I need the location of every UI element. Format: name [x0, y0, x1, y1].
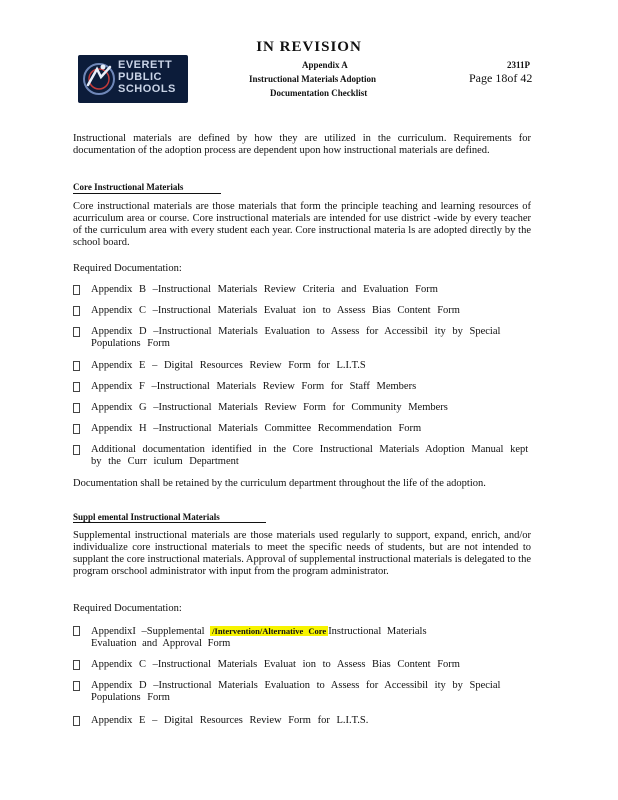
core-paragraph: Core instructional materials are those materials that form the principle teaching and learning resources of acurriculum area or course. Core instructional materials are intended for use district -wide by every teacher of the curriculum area with every student each year. Core instructional materia ls are adopted directly by the school board. — [73, 201, 531, 248]
logo-emblem-icon — [80, 55, 120, 103]
supplemental-paragraph: Supplemental instructional materials are those materials used regularly to support, expand, enrich, and/or individualize core instructional materials to meet the specific needs of students, but are not intended to supplant the core instructional materials. Approval of supplemental instructional materials is delegated to the program orschool administrator with input from the program administrator. — [73, 530, 531, 577]
page-number: Page 18of 42 — [469, 71, 533, 85]
intro-paragraph: Instructional materials are defined by how they are utilized in the curriculum. Requirements for documentation of the adoption process are dependent upon how instructional materials are defined. — [73, 133, 531, 156]
page-title: IN REVISION — [256, 39, 362, 55]
appendix-label: Appendix A — [302, 60, 348, 70]
bullet-box-icon — [73, 445, 80, 455]
supplemental-heading-underline — [73, 522, 266, 523]
supplemental-required-label: Required Documentation: — [73, 603, 182, 614]
document-code: 2311P — [507, 60, 531, 70]
bullet-box-icon — [73, 306, 80, 316]
header-subtitle-line1: Instructional Materials Adoption — [249, 74, 377, 84]
bullet-box-icon — [73, 626, 80, 636]
supplemental-section-heading: Suppl emental Instructional Materials — [73, 512, 220, 522]
logo-text: EVERETT PUBLIC SCHOOLS — [118, 59, 176, 95]
bullet-box-icon — [73, 660, 80, 670]
core-section-heading: Core Instructional Materials — [73, 182, 184, 192]
bullet-box-icon — [73, 361, 80, 371]
bullet-box-icon — [73, 681, 80, 691]
core-heading-underline — [73, 193, 221, 194]
bullet-box-icon — [73, 716, 80, 726]
bullet-box-icon — [73, 403, 80, 413]
school-district-logo — [78, 55, 188, 103]
core-required-label: Required Documentation: — [73, 263, 182, 274]
header-subtitle-line2: Documentation Checklist — [270, 88, 368, 98]
core-retention-note: Documentation shall be retained by the curriculum department throughout the life of the adoption. — [73, 478, 486, 489]
highlighted-text: /Intervention/Alternative Core — [212, 626, 327, 636]
bullet-box-icon — [73, 424, 80, 434]
bullet-box-icon — [73, 382, 80, 392]
bullet-box-icon — [73, 327, 80, 337]
bullet-box-icon — [73, 285, 80, 295]
